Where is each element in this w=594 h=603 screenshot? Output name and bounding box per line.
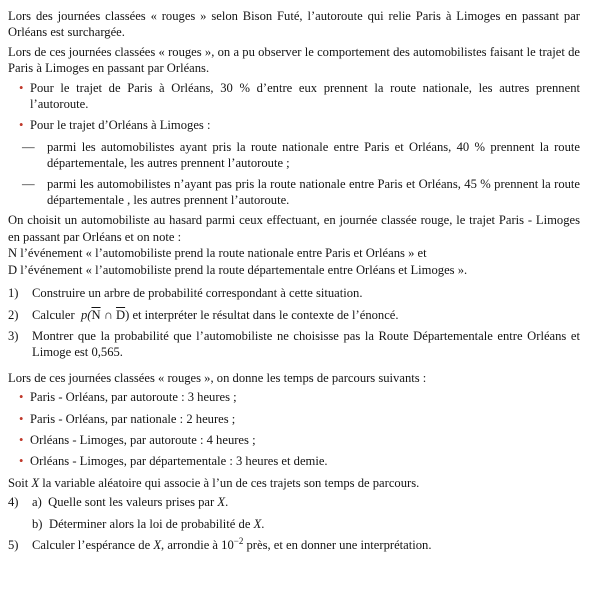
- choice-line: On choisit un automobiliste au hasard parmi ceux effectuant, en journée classée rouge, le trajet Paris - Limoges en passant par Orléans et on note :: [8, 213, 580, 244]
- dash-icon: —: [22, 176, 35, 191]
- intro-line-2: Lors de ces journées classées « rouges », on a pu observer le comportement des automobilistes faisant le trajet de Paris à Limoges en passant par Orléans.: [8, 44, 580, 76]
- bullet-paris-orleans: [8, 80, 580, 113]
- dash-icon: —: [22, 139, 35, 154]
- question-number: 5): [8, 537, 19, 552]
- question-number: 3): [8, 328, 19, 343]
- bullet-icon: •: [19, 432, 24, 447]
- bullet-icon: •: [19, 390, 24, 405]
- bullet-icon: •: [19, 411, 24, 426]
- time-item: [8, 411, 580, 427]
- time-text: Orléans - Limoges, par départementale : 3 heures et demie.: [30, 454, 328, 469]
- overline-n: $\overline{N}$: [91, 307, 101, 322]
- dash-nationale: [8, 139, 580, 172]
- question-text: Construire un arbre de probabilité correspondant à cette situation.: [32, 286, 363, 301]
- question-1: [8, 285, 580, 301]
- bullet-text: Pour le trajet d’Orléans à Limoges :: [30, 118, 211, 133]
- time-text: Paris - Orléans, par autoroute : 3 heures ;: [30, 390, 237, 405]
- dash-text: parmi les automobilistes ayant pris la route nationale entre Paris et Orléans, 40 % prennent la route départementale, les autres prennent l’autoroute ;: [47, 139, 580, 171]
- bullet-orleans-limoges: [8, 117, 580, 133]
- question-text: a) Quelle sont les valeurs prises par X.: [32, 495, 229, 510]
- question-4a: [8, 494, 580, 510]
- question-3: [8, 328, 580, 361]
- question-5: [8, 537, 580, 553]
- time-item: [8, 389, 580, 405]
- time-item: [8, 453, 580, 469]
- variable-definition: Soit X la variable aléatoire qui associe à l’un de ces trajets son temps de parcours.: [8, 475, 420, 490]
- time-text: Orléans - Limoges, par autoroute : 4 heures ;: [30, 432, 256, 447]
- bullet-icon: •: [19, 80, 24, 95]
- question-sub-label: b): [32, 516, 43, 531]
- question-4b: [8, 516, 580, 532]
- intro-line-1: Lors des journées classées « rouges » selon Bison Futé, l’autoroute qui relie Paris à Limoges en passant par Orléans est surchargée.: [8, 9, 580, 40]
- question-text: Calculer l’espérance de X, arrondie à $10^{-2}$ près, et en donner une interprétation.: [32, 535, 432, 552]
- dash-text: parmi les automobilistes n’ayant pas pris la route nationale entre Paris et Orléans, 45 % prennent la route départementale , les autres prennent l’autoroute.: [47, 176, 580, 208]
- bullet-icon: •: [19, 118, 24, 133]
- question-2: [8, 307, 580, 323]
- times-intro: Lors de ces journées classées « rouges », on donne les temps de parcours suivants :: [8, 370, 427, 385]
- question-text: Calculer $p(\overline{N}$ ∩ $\overline{D}$) et interpréter le résultat dans le contexte de l’énoncé.: [32, 307, 399, 322]
- event-d: D l’événement « l’automobiliste prend la route départementale entre Orléans et Limoges ».: [8, 262, 468, 277]
- bullet-text: Pour le trajet de Paris à Orléans, 30 % d’entre eux prennent la route nationale, les autres prennent l’autoroute.: [30, 80, 580, 112]
- question-text: Montrer que la probabilité que l’automobiliste ne choisisse pas la Route Départementale entre Orléans et Limoge est 0,565.: [32, 328, 580, 360]
- time-item: [8, 432, 580, 448]
- question-number: 4): [8, 495, 19, 510]
- event-n: N l’événement « l’automobiliste prend la route nationale entre Paris et Orléans » et: [8, 246, 427, 261]
- question-text: Déterminer alors la loi de probabilité de X.: [49, 516, 265, 531]
- question-number: 1): [8, 286, 19, 301]
- time-text: Paris - Orléans, par nationale : 2 heures ;: [30, 411, 236, 426]
- question-number: 2): [8, 307, 19, 322]
- overline-d: $\overline{D}$: [115, 307, 126, 322]
- bullet-icon: •: [19, 454, 24, 469]
- dash-non-nationale: [8, 176, 580, 209]
